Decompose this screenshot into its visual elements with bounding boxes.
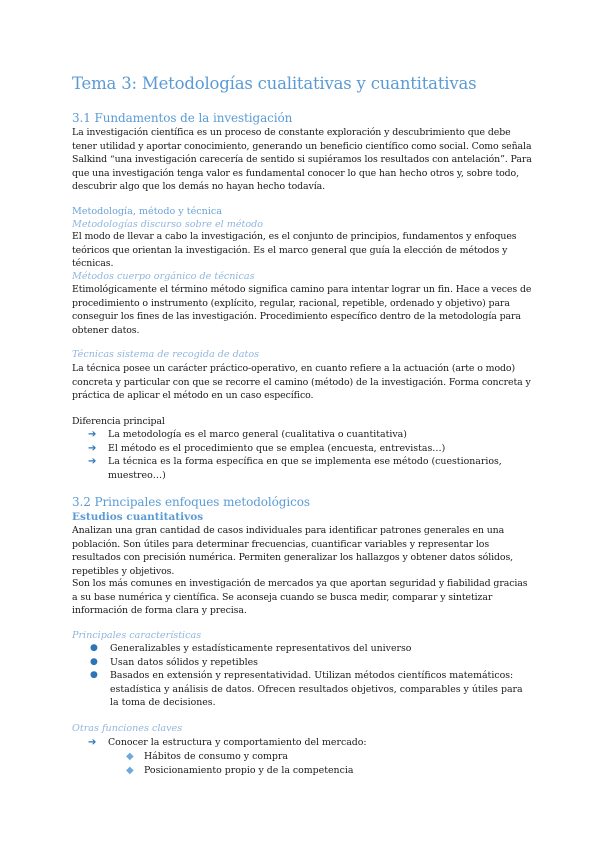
- diamond-icon: ◆: [126, 751, 134, 762]
- tecnica-label: Técnicas sistema de recogida de datos: [72, 349, 260, 360]
- mercado-sub-list: [126, 750, 506, 777]
- diamond-icon: ◆: [126, 764, 134, 776]
- otras-funciones-list: [88, 736, 508, 750]
- tecnica-paragraph: La técnica posee un carácter práctico-operativo, en cuanto refiere a la actuación (arte o modo) concreta y particular con que se recorre el camino (método) de la investigación. Forma concreta y práctica de aplicar el método en un caso específico.: [72, 363, 531, 402]
- list-item: ● Generalizables y estadísticamente representativos del universo: [90, 643, 412, 654]
- section-heading-3-1: 3.1 Fundamentos de la investigación: [72, 111, 293, 125]
- list-item: ● Basados en extensión y representatividad. Utilizan métodos científicos matemáticos: estadística y análisis de datos. Ofrecen resultados objetivos, comparables y útiles para la toma de decisiones.: [90, 670, 523, 709]
- arrow-icon: ➔: [88, 456, 97, 468]
- metodo-paragraph: Etimológicamente el término método significa camino para intentar lograr un fin. Hace a veces de procedimiento o instrumento (explícito, regular, racional, repetible, ordenado y objetivo) para conseguir los fines de las investigación. Procedimiento específico dentro de la metodología para obtener datos.: [72, 284, 532, 336]
- intro-paragraph: La investigación científica es un proceso de constante exploración y descubrimiento que debe tener utilidad y aportar conocimiento, generando un beneficio científico como social. Como señala Salkind “una investigación carecería de sentido si supiéramos los resultados con antelación”. Para que una investigación tenga valor es fundamental conocer lo que han hecho otros y, sobre todo, descubrir algo que los demás no hayan hecho todavía.: [72, 127, 532, 193]
- otras-funciones-label: Otras funciones claves: [72, 723, 183, 734]
- diferencia-list: [88, 428, 508, 482]
- list-item: ● Usan datos sólidos y repetibles: [90, 656, 258, 668]
- bullet-icon: ●: [90, 670, 98, 681]
- metodologia-label: Metodologías discurso sobre el método: [72, 219, 264, 230]
- list-item: ➔ La metodología es el marco general (cualitativa o cuantitativa): [88, 429, 407, 440]
- list-item: ◆ Posicionamiento propio y de la competencia: [126, 764, 354, 776]
- list-item: ➔ El método es el procedimiento que se emplea (encuesta, entrevistas…): [88, 442, 446, 454]
- page-title: Tema 3: Metodologías cualitativas y cuantitativas: [72, 74, 477, 93]
- metodologia-paragraph: El modo de llevar a cabo la investigación, es el conjunto de principios, fundamentos y enfoques teóricos que orientan la investigación. Es el marco general que guía la elección de métodos y técnicas.: [72, 231, 517, 270]
- bullet-icon: ●: [90, 656, 98, 667]
- arrow-icon: ➔: [88, 442, 97, 454]
- list-item: ➔ Conocer la estructura y comportamiento del mercado:: [88, 737, 367, 748]
- list-item: ◆ Hábitos de consumo y compra: [126, 751, 288, 762]
- section-heading-3-2: 3.2 Principales enfoques metodológicos: [72, 495, 310, 509]
- mmt-heading: Metodología, método y técnica: [72, 206, 223, 217]
- caracteristicas-label: Principales características: [72, 630, 202, 641]
- arrow-icon: ➔: [88, 737, 97, 748]
- bullet-icon: ●: [90, 643, 98, 653]
- diferencia-label: Diferencia principal: [72, 416, 165, 427]
- sub-heading-cuantitativos: Estudios cuantitativos: [72, 511, 204, 523]
- list-item: ➔ La técnica es la forma específica en que se implementa ese método (cuestionarios, muestreo…): [88, 456, 502, 481]
- cuantitativos-paragraph-1: Analizan una gran cantidad de casos individuales para identificar patrones generales en una población. Son útiles para determinar frecuencias, cuantificar variables y representar los resultados con precisión numérica. Permiten generalizar los hallazgos y obtener datos sólidos, repetibles y objetivos.: [72, 525, 514, 577]
- arrow-icon: ➔: [88, 429, 97, 440]
- metodo-label: Métodos cuerpo orgánico de técnicas: [72, 271, 255, 282]
- caracteristicas-list: [88, 642, 528, 710]
- cuantitativos-paragraph-2: Son los más comunes en investigación de mercados ya que aportan seguridad y fiabilidad gracias a su base numérica y científica. Se aconseja cuando se busca medir, comparar y sintetizar información de forma clara y precisa.: [72, 578, 528, 617]
